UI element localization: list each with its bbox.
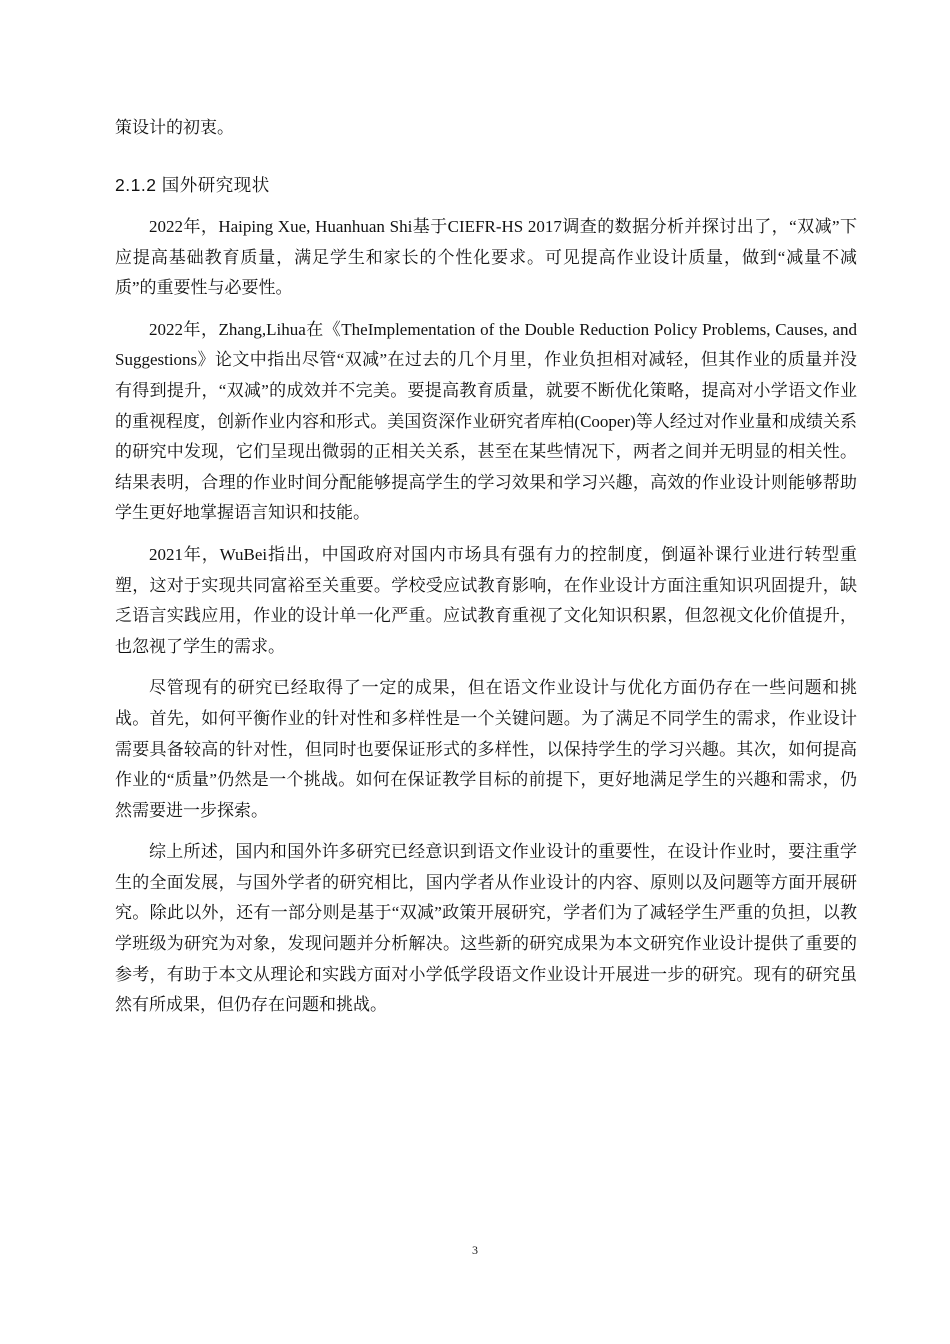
paragraph-xue-shi: 2022年，Haiping Xue, Huanhuan Shi基于CIEFR-HS 2017调查的数据分析并探讨出了，“双减”下应提高基础教育质量，满足学生和家长的个性化要求。可见提高作业设计质量，做到“减量不减质”的重要性与必要性。 [115,217,857,298]
paragraph-challenges: 尽管现有的研究已经取得了一定的成果，但在语文作业设计与优化方面仍存在一些问题和挑战。首先，如何平衡作业的针对性和多样性是一个关键问题。为了满足不同学生的需求，作业设计需要具备较高的针对性，但同时也要保证形式的多样性，以保持学生的学习兴趣。其次，如何提高作业的“质量”仍然是一个挑战。如何在保证教学目标的前提下，更好地满足学生的兴趣和需求，仍然需要进一步探索。 [115,678,857,820]
paragraph-zhang-lihua: 2022年，Zhang,Lihua在《TheImplementation of the Double Reduction Policy Problems, Causes, and Suggestions》论文中指出尽管“双减”在过去的几个月里，作业负担相对减轻，但其作业的质量并没有得到提升，“双减”的成效并不完美。要提高教育质量，就要不断优化策略，提高对小学语文作业的重视程度，创新作业内容和形式。美国资深作业研究者库柏(Cooper)等人经过对作业量和成绩关系的研究中发现，它们呈现出微弱的正相关关系，甚至在某些情况下，两者之间并无明显的相关性。结果表明，合理的作业时间分配能够提高学生的学习效果和学习兴趣，高效的作业设计则能够帮助学生更好地掌握语言知识和技能。 [115,319,857,523]
continued-paragraph-text: 策设计的初衷。 [115,118,234,137]
page-number: 3 [472,1243,478,1257]
paragraph-summary: 综上所述，国内和国外许多研究已经意识到语文作业设计的重要性，在设计作业时，要注重学生的全面发展，与国外学者的研究相比，国内学者从作业设计的内容、原则以及问题等方面开展研究。除此以外，还有一部分则是基于“双减”政策开展研究，学者们为了减轻学生严重的负担，以教学班级为研究为对象，发现问题并分析解决。这些新的研究成果为本文研究作业设计提供了重要的参考，有助于本文从理论和实践方面对小学低学段语文作业设计开展进一步的研究。现有的研究虽然有所成果，但仍存在问题和挑战。 [115,842,857,1015]
section-heading: 2.1.2 国外研究现状 [115,175,270,195]
paragraph-wubei: 2021年，WuBei指出，中国政府对国内市场具有强有力的控制度，倒逼补课行业进行转型重塑，这对于实现共同富裕至关重要。学校受应试教育影响，在作业设计方面注重知识巩固提升，缺乏语言实践应用，作业的设计单一化严重。应试教育重视了文化知识积累，但忽视文化价值提升，也忽视了学生的需求。 [115,544,857,656]
section-body [115,212,857,1032]
